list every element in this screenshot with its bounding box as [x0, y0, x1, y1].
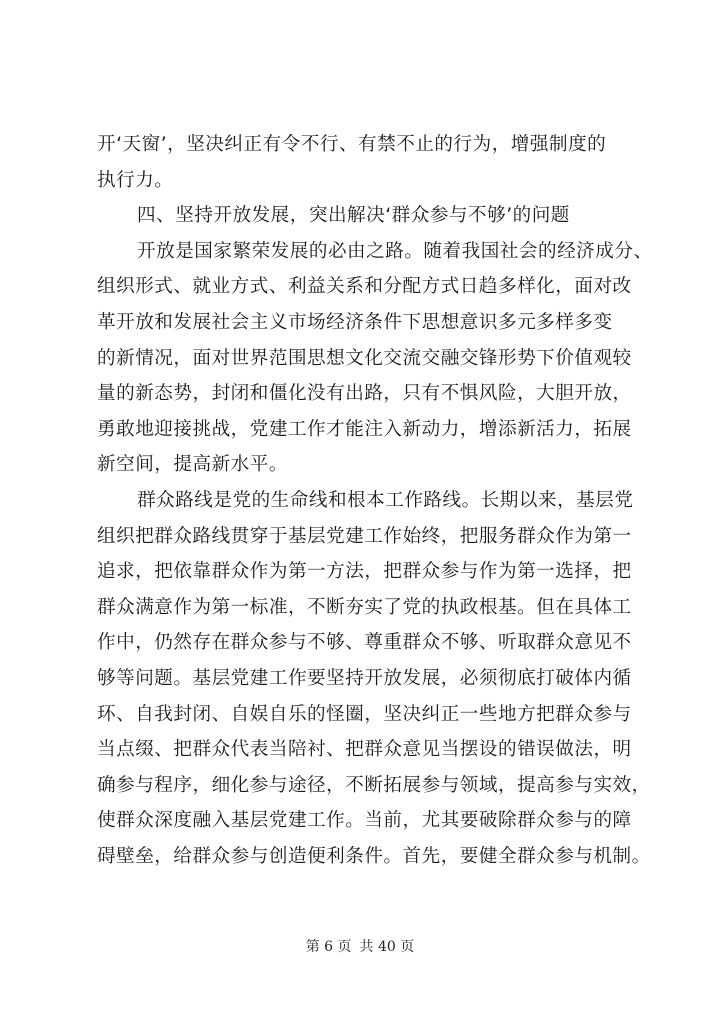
text-line: 当点缀、把群众代表当陪衬、把群众意见当摆设的错误做法，明 — [97, 739, 632, 761]
text-line: 开‘天窗’，坚决纠正有令不行、有禁不止的行为，增强制度的 — [97, 134, 607, 155]
text-line: 使群众深度融入基层党建工作。当前，尤其要破除群众参与的障 — [97, 810, 632, 832]
text-line: 群众路线是党的生命线和根本工作路线。长期以来，基层党 — [137, 489, 634, 511]
text-line: 的新情况，面对世界范围思想文化交流交融交锋形势下价值观较 — [97, 347, 632, 369]
text-line: 作中，仍然存在群众参与不够、尊重群众不够、听取群众意见不 — [97, 632, 632, 654]
text-line: 碍壁垒，给群众参与创造便利条件。首先，要健全群众参与机制。 — [97, 845, 651, 867]
text-line: 勇敢地迎接挑战，党建工作才能注入新动力，增添新活力，拓展 — [97, 418, 632, 440]
text-line: 组织形式、就业方式、利益关系和分配方式日趋多样化，面对改 — [97, 276, 632, 298]
text-line: 追求，把依靠群众作为第一方法，把群众参与作为第一选择，把 — [97, 561, 632, 583]
text-line: 革开放和发展社会主义市场经济条件下思想意识多元多样多变 — [97, 311, 613, 333]
page-footer — [0, 936, 720, 958]
page-total: 共 40 页 — [359, 939, 415, 955]
text-line: 量的新态势，封闭和僵化没有出路，只有不惧风险，大胆开放， — [97, 383, 632, 405]
text-line: 群众满意作为第一标准，不断夯实了党的执政根基。但在具体工 — [97, 596, 632, 618]
text-line: 新空间，提高新水平。 — [97, 454, 288, 476]
text-line: 组织把群众路线贯穿于基层党建工作始终，把服务群众作为第一 — [97, 525, 632, 547]
text-line: 执行力。 — [97, 169, 174, 191]
text-line: 确参与程序，细化参与途径，不断拓展参与领域，提高参与实效， — [97, 774, 651, 796]
text-line: 够等问题。基层党建工作要坚持开放发展，必须彻底打破体内循 — [97, 667, 632, 689]
page-number: 第 6 页 — [305, 939, 352, 955]
section-heading: 四、坚持开放发展，突出解决‘群众参与不够’的问题 — [137, 205, 570, 227]
text-line: 开放是国家繁荣发展的必由之路。随着我国社会的经济成分、 — [137, 240, 653, 262]
document-body — [97, 127, 653, 874]
text-line: 环、自我封闭、自娱自乐的怪圈，坚决纠正一些地方把群众参与 — [97, 703, 632, 725]
